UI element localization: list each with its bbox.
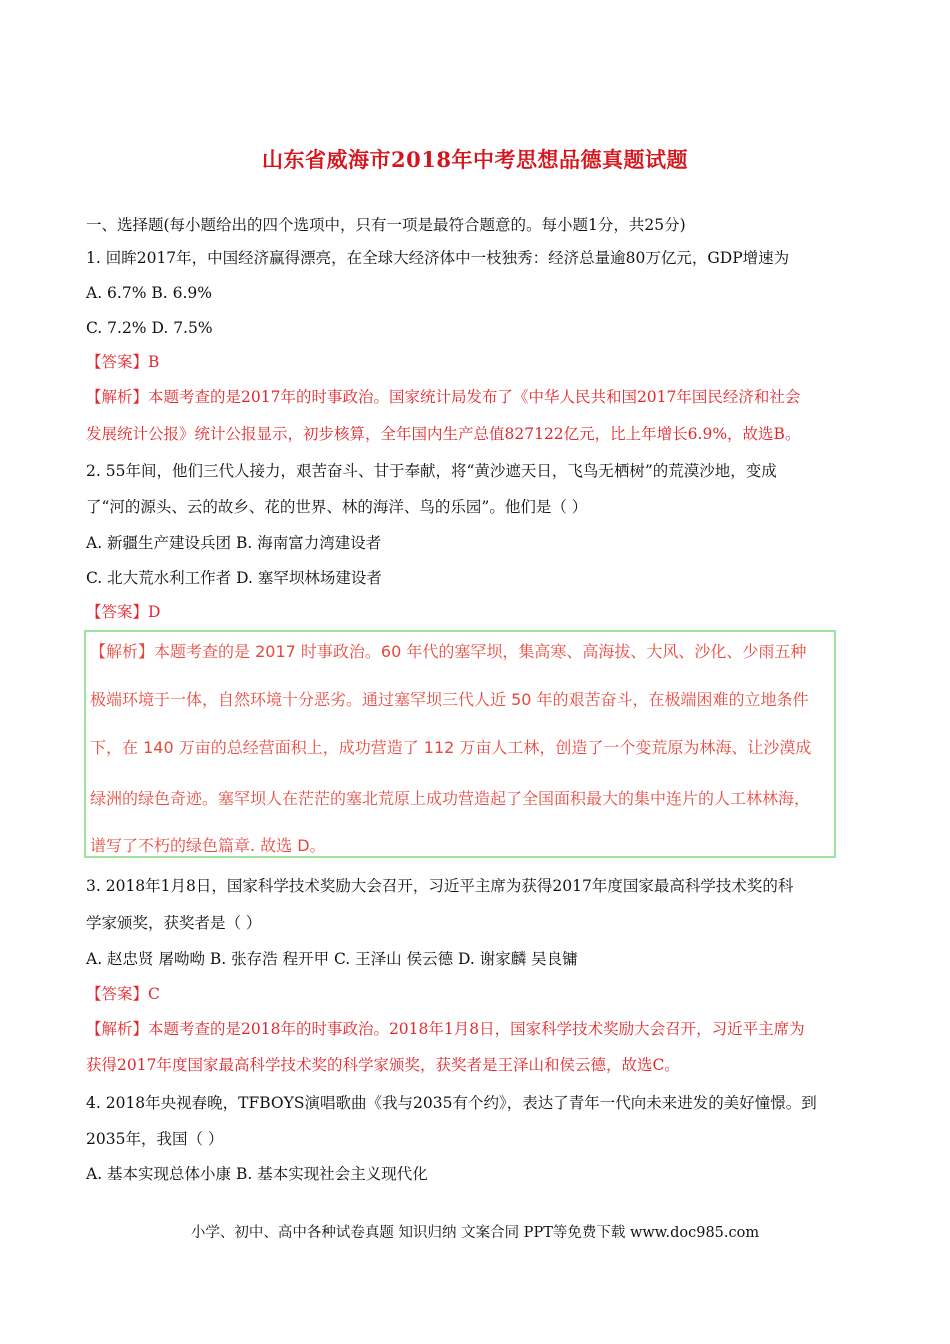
q4-options-ab: A. 基本实现总体小康 B. 基本实现社会主义现代化 [86,1165,428,1183]
section-heading: 一、选择题(每小题给出的四个选项中，只有一项是最符合题意的。每小题1分，共25分) [86,216,686,234]
q3-answer: 【答案】C [86,985,160,1003]
document-title: 山东省威海市2018年中考思想品德真题试题 [262,147,688,172]
q2-stem-line-2: 了“河的源头、云的故乡、花的世界、林的海洋、鸟的乐园”。他们是（ ） [86,498,588,516]
q2-options-cd: C. 北大荒水利工作者 D. 塞罕坝林场建设者 [86,569,382,587]
q2-analysis-line-1: 【解析】本题考查的是 2017 时事政治。60 年代的塞罕坝，集高寒、高海拔、大风、沙化、少雨五种 [90,642,807,661]
q2-analysis-line-4: 绿洲的绿色奇迹。塞罕坝人在茫茫的塞北荒原上成功营造起了全国面积最大的集中连片的人工林林海， [90,789,811,808]
q2-answer: 【答案】D [86,603,161,621]
q1-analysis-line-2: 发展统计公报》统计公报显示，初步核算，全年国内生产总值827122亿元，比上年增长6.9%，故选B。 [86,425,801,443]
q3-options: A. 赵忠贤 屠呦呦 B. 张存浩 程开甲 C. 王泽山 侯云德 D. 谢家麟 吴良镛 [86,950,578,968]
q1-analysis-line-1: 【解析】本题考查的是2017年的时事政治。国家统计局发布了《中华人民共和国2017年国民经济和社会 [86,388,801,406]
q2-stem-line-1: 2. 55年间，他们三代人接力，艰苦奋斗、甘于奉献，将“黄沙遮天日，飞鸟无栖树”的荒漠沙地，变成 [86,462,777,480]
q1-options-cd: C. 7.2% D. 7.5% [86,319,213,337]
q3-stem-line-2: 学家颁奖，获奖者是（ ） [86,914,262,932]
q1-stem: 1. 回眸2017年，中国经济赢得漂亮，在全球大经济体中一枝独秀：经济总量逾80万亿元，GDP增速为 [86,249,790,267]
q3-analysis-line-1: 【解析】本题考查的是2018年的时事政治。2018年1月8日，国家科学技术奖励大会召开，习近平主席为 [86,1020,805,1038]
q3-stem-line-1: 3. 2018年1月8日，国家科学技术奖励大会召开，习近平主席为获得2017年度国家最高科学技术奖的科 [86,877,794,895]
q2-analysis-box [84,630,836,858]
q4-stem-line-2: 2035年，我国（ ） [86,1130,224,1148]
q4-stem-line-1: 4. 2018年央视春晚，TFBOYS演唱歌曲《我与2035有个约》，表达了青年一代向未来进发的美好憧憬。到 [86,1094,817,1112]
q1-answer: 【答案】B [86,353,160,371]
q1-options-ab: A. 6.7% B. 6.9% [86,284,212,302]
q2-options-ab: A. 新疆生产建设兵团 B. 海南富力湾建设者 [86,534,382,552]
page-footer: 小学、初中、高中各种试卷真题 知识归纳 文案合同 PPT等免费下载 www.doc985.com [190,1225,760,1241]
q2-analysis-line-5: 谱写了不朽的绿色篇章. 故选 D。 [90,836,326,855]
q3-analysis-line-2: 获得2017年度国家最高科学技术奖的科学家颁奖，获奖者是王泽山和侯云德，故选C。 [86,1056,680,1074]
q2-analysis-line-2: 极端环境于一体，自然环境十分恶劣。通过塞罕坝三代人近 50 年的艰苦奋斗，在极端困难的立地条件 [90,690,809,709]
q2-analysis-line-3: 下，在 140 万亩的总经营面积上，成功营造了 112 万亩人工林，创造了一个变荒原为林海、让沙漠成 [90,738,812,757]
